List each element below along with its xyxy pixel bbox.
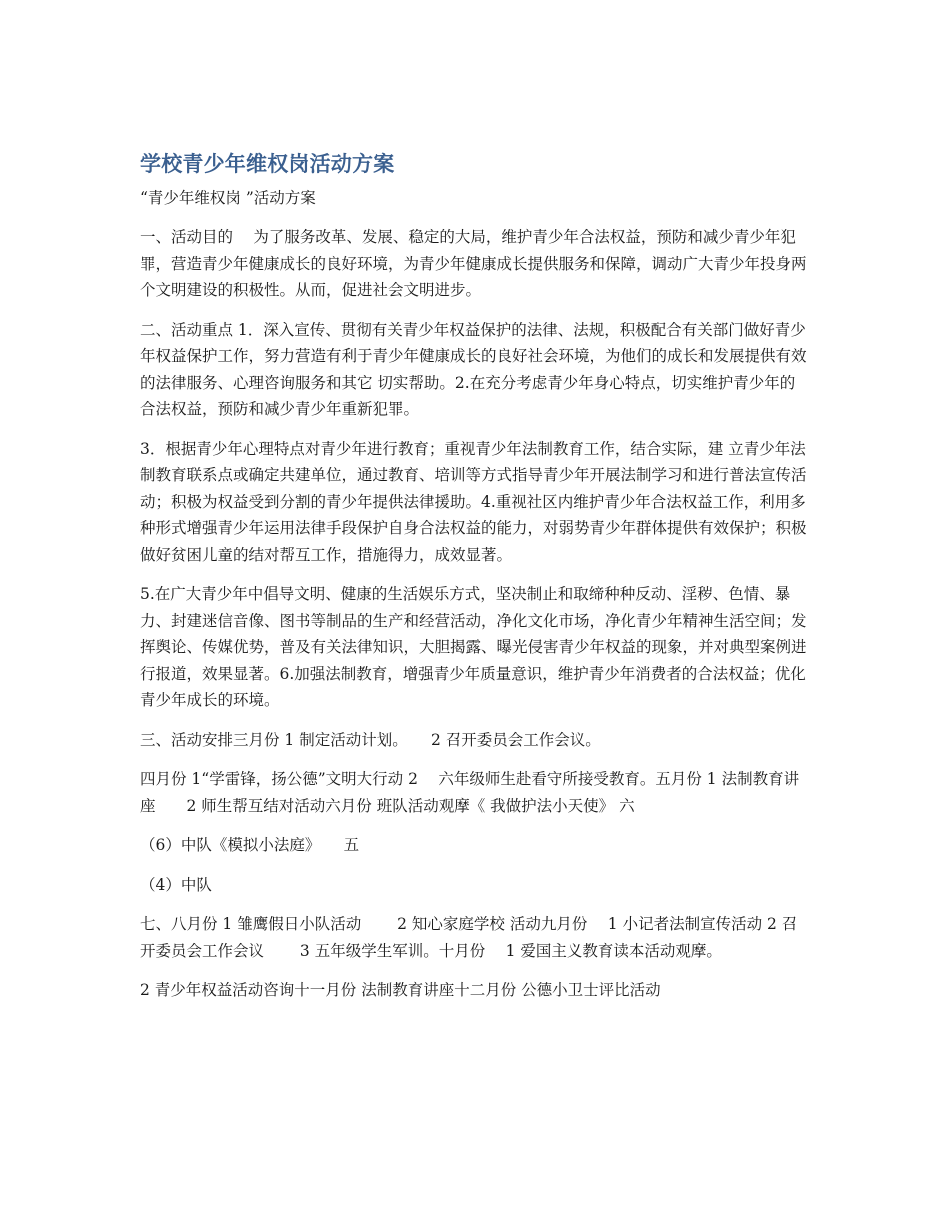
paragraph-schedule-nov-dec: 2 青少年权益活动咨询十一月份 法制教育讲座十二月份 公德小卫士评比活动 — [140, 981, 661, 999]
document-subtitle: “青少年维权岗 ”活动方案 — [140, 189, 316, 207]
paragraph-class-6: （6）中队《模拟小法庭》 五 — [140, 836, 360, 854]
paragraph-schedule-july-october: 七、八月份 1 雏鹰假日小队活动 2 知心家庭学校 活动九月份 1 小记者法制宣传活动 2 召开委员会工作会议 3 五年级学生军训。十月份 1 爱国主义教育读本活动观摩。 — [140, 915, 798, 960]
paragraph-focus-5-6: 5.在广大青少年中倡导文明、健康的生活娱乐方式，坚决制止和取缔种种反动、淫秽、色情、暴力、封建迷信音像、图书等制品的生产和经营活动，净化文化市场，净化青少年精神生活空间；发挥舆论、传媒优势，普及有关法律知识，大胆揭露、曝光侵害青少年权益的现象，并对典型案例进行报道，效果显著。6.加强法制教育，增强青少年质量意识，维护青少年消费者的合法权益；优化青少年成长的环境。 — [140, 585, 807, 709]
paragraph-focus-3-4: 3．根据青少年心理特点对青少年进行教育；重视青少年法制教育工作，结合实际，建 立青少年法制教育联系点或确定共建单位，通过教育、培训等方式指导青少年开展法制学习和进行普法宣传活动；积极为权益受到分割的青少年提供法律援助。4.重视社区内维护青少年合法权益工作，利用多种形式增强青少年运用法律手段保护自身合法权益的能力，对弱势青少年群体提供有效保护；积极做好贫困儿童的结对帮互工作，措施得力，成效显著。 — [140, 439, 807, 564]
document-title: 学校青少年维权岗活动方案 — [140, 152, 395, 176]
paragraph-class-4: （4）中队 — [140, 875, 212, 894]
paragraph-focus: 二、活动重点 1．深入宣传、贯彻有关青少年权益保护的法律、法规，积极配合有关部门做好青少年权益保护工作，努力营造有利于青少年健康成长的良好社会环境，为他们的成长和发展提供有效的法律服务、心理咨询服务和其它 切实帮助。2.在充分考虑青少年身心特点，切实维护青少年的合法权益，预防和减少青少年重新犯罪。 — [140, 320, 807, 418]
document-page — [140, 148, 808, 1017]
paragraph-purpose: 一、活动目的 为了服务改革、发展、稳定的大局，维护青少年合法权益，预防和减少青少年犯罪，营造青少年健康成长的良好环境，为青少年健康成长提供服务和保障，调动广大青少年投身两个文明建设的积极性。从而，促进社会文明进步。 — [140, 228, 807, 299]
paragraph-schedule-march: 三、活动安排三月份 1 制定活动计划。 2 召开委员会工作会议。 — [140, 730, 601, 749]
paragraph-schedule-april-june: 四月份 1“学雷锋，扬公德”文明大行动 2 六年级师生赴看守所接受教育。五月份 1 法制教育讲座 2 师生帮互结对活动六月份 班队活动观摩《 我做护法小天使》 六 — [140, 770, 800, 815]
